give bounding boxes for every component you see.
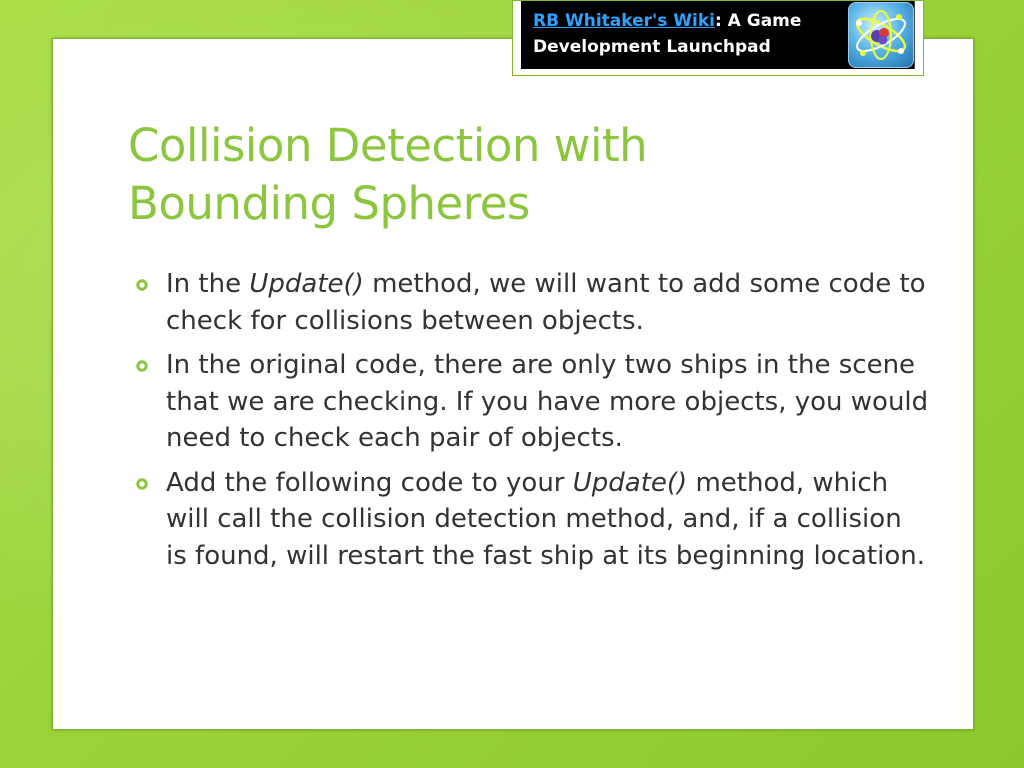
slide-title — [128, 117, 908, 233]
bullet-item-update-method — [130, 266, 930, 339]
banner-text — [533, 8, 833, 60]
bullet-text-em: Update() — [249, 269, 364, 299]
bullet-text-post: method, we will want to add some code to check for collisions between objects. — [166, 269, 926, 336]
banner-tagline-part2: Development Launchpad — [533, 37, 771, 57]
atom-logo-graphic — [849, 3, 913, 67]
bullet-list — [130, 266, 930, 582]
ring-bullet-icon — [136, 279, 148, 291]
atom-logo-icon — [848, 2, 914, 68]
ring-bullet-icon — [136, 360, 148, 372]
bullet-text-pre: In the — [166, 269, 250, 299]
bullet-text-pre: Add the following code to your — [166, 467, 573, 498]
ring-bullet-icon — [136, 478, 148, 490]
bullet-text: In the original code, there are only two ships in the scene that we are checking. If you have more objects, you would need to check each pair of objects. — [166, 350, 929, 453]
bullet-item-original-code — [130, 347, 930, 457]
wiki-link[interactable]: RB Whitaker's Wiki — [533, 11, 715, 31]
bullet-text-post: method, which will call the collision detection method, and, if a collision is found, will restart the fast ship at its beginning location. — [166, 467, 925, 571]
slide-title-line2: Bounding Spheres — [128, 177, 530, 230]
site-banner — [512, 0, 924, 76]
bullet-text-em: Update() — [572, 467, 688, 498]
bullet-item-add-code — [130, 465, 930, 575]
banner-inner — [521, 1, 915, 69]
banner-tagline-part1: : A Game — [714, 11, 802, 31]
slide-title-line1: Collision Detection with — [128, 119, 648, 172]
